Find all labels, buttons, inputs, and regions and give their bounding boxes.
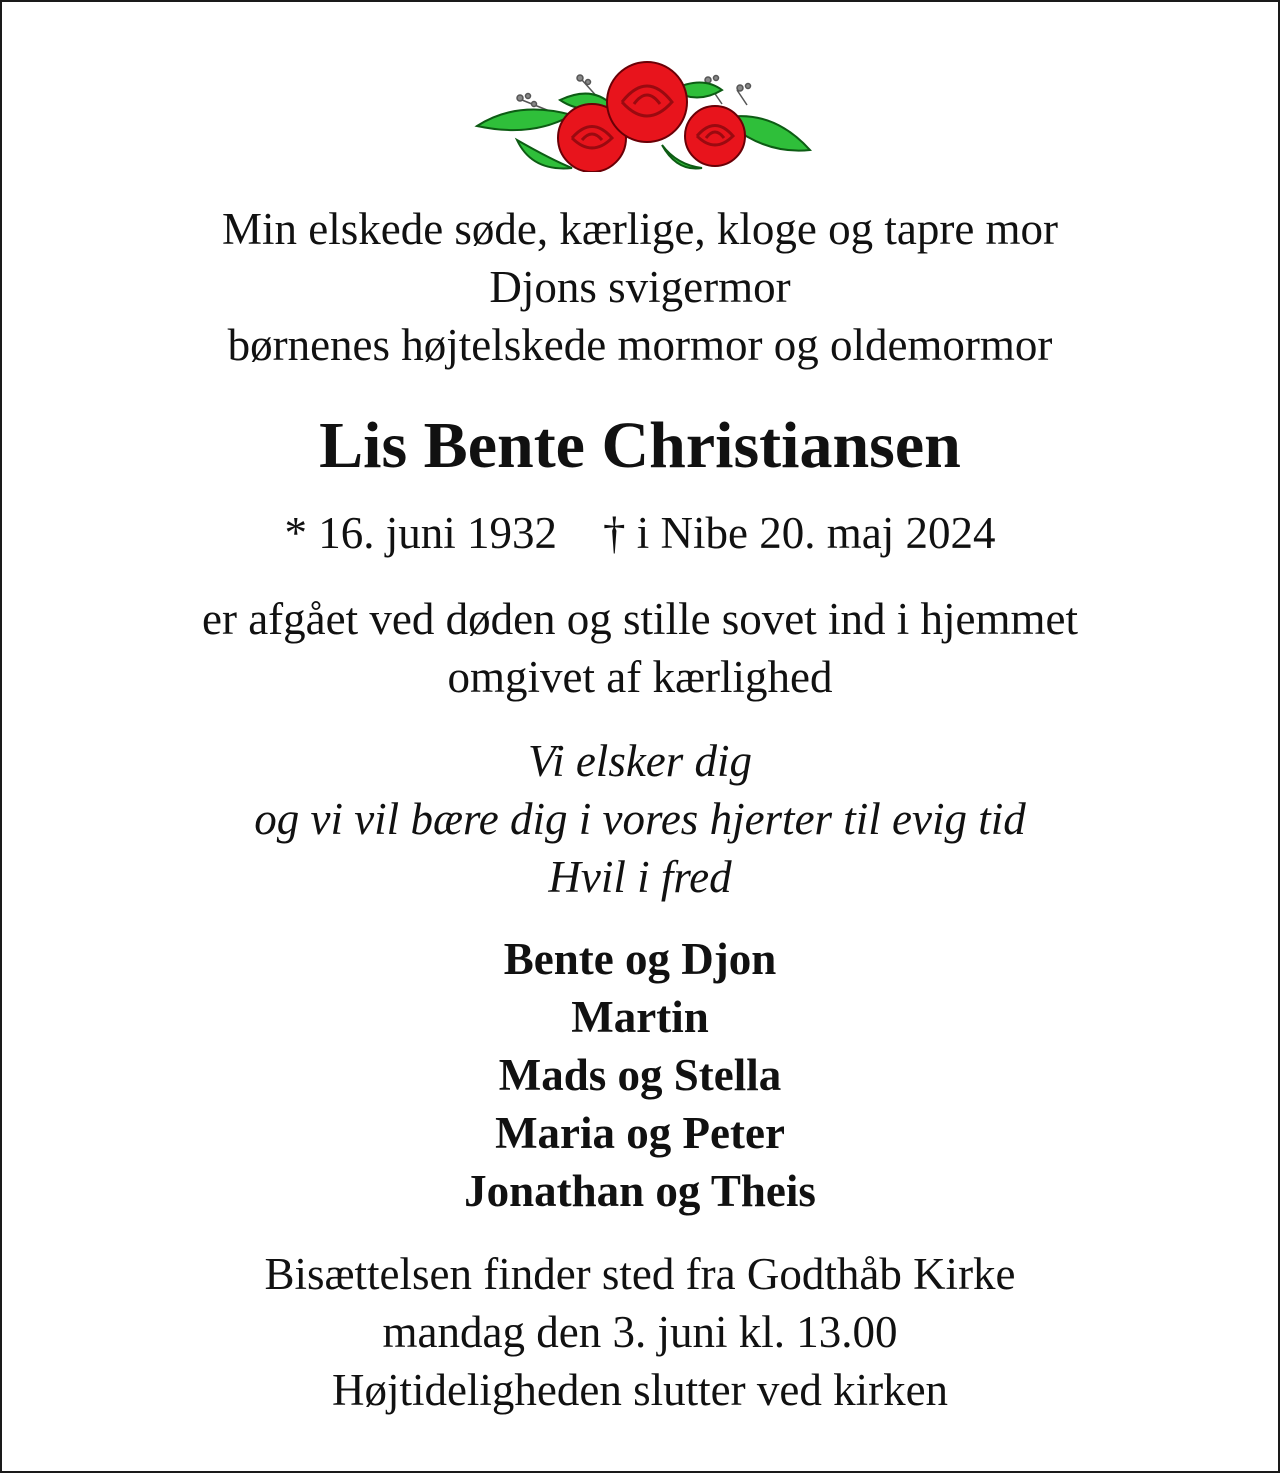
funeral-line: mandag den 3. juni kl. 13.00	[382, 1307, 898, 1357]
family-member: Maria og Peter	[495, 1108, 785, 1158]
intro-line: børnenes højtelskede mormor og oldemormor	[227, 320, 1053, 370]
death-notice-line: omgivet af kærlighed	[447, 652, 833, 702]
life-dates	[2, 504, 1278, 562]
verse-line: Vi elsker dig	[527, 736, 753, 786]
family-member: Martin	[571, 992, 709, 1042]
death-notice-line: er afgået ved døden og stille sovet ind i hjemmet	[201, 594, 1078, 644]
family-member: Jonathan og Theis	[464, 1166, 816, 1216]
funeral-line: Bisættelsen finder sted fra Godthåb Kirke	[264, 1249, 1016, 1299]
verse	[2, 732, 1278, 906]
intro-text	[2, 200, 1278, 374]
verse-line: Hvil i fred	[548, 852, 732, 902]
family-signatures	[2, 930, 1278, 1220]
death-date: † i Nibe 20. maj 2024	[603, 508, 996, 558]
funeral-info	[2, 1245, 1278, 1419]
funeral-line: Højtideligheden slutter ved kirken	[331, 1365, 949, 1415]
verse-line: og vi vil bære dig i vores hjerter til evig tid	[254, 794, 1026, 844]
roses-icon	[472, 60, 812, 172]
family-member: Bente og Djon	[503, 934, 777, 984]
birth-date: * 16. juni 1932	[284, 508, 558, 558]
intro-line: Min elskede søde, kærlige, kloge og tapre mor	[221, 204, 1059, 254]
death-notice-text	[2, 590, 1278, 706]
intro-line: Djons svigermor	[489, 262, 791, 312]
deceased-name: Lis Bente Christiansen	[319, 409, 961, 482]
family-member: Mads og Stella	[498, 1050, 782, 1100]
